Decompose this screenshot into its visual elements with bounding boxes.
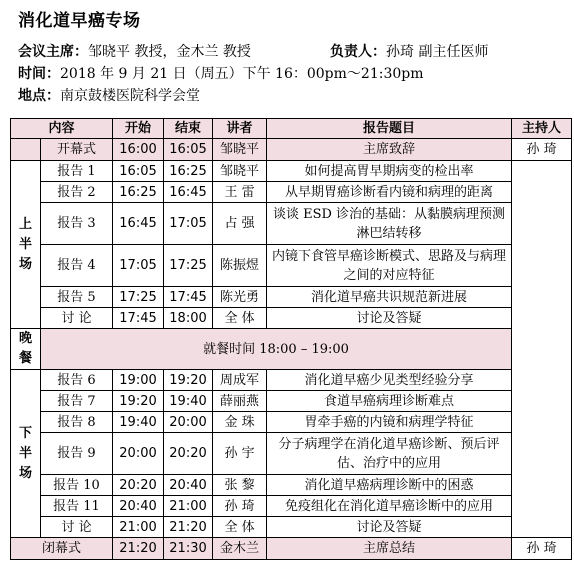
row-start: 17:05	[113, 245, 164, 287]
chair-line	[18, 42, 489, 62]
row-speaker: 孙 琦	[213, 496, 267, 517]
row-item: 报告 2	[41, 182, 113, 203]
row-end: 17:25	[164, 245, 213, 287]
row-topic: 胃牵手癌的内镜和病理学特征	[267, 412, 512, 433]
time-value: 2018 年 9 月 21 日（周五）下午 16：00pm～21:30pm	[60, 66, 424, 82]
schedule-table	[10, 118, 572, 560]
table-row	[11, 182, 572, 203]
row-topic: 如何提高胃早期病变的检出率	[267, 161, 512, 182]
table-row	[11, 287, 572, 308]
row-end: 17:45	[164, 287, 213, 308]
row-item: 讨 论	[41, 308, 113, 329]
row-item: 报告 3	[41, 203, 113, 245]
row-item: 报告 11	[41, 496, 113, 517]
row-end: 16:45	[164, 182, 213, 203]
header-host: 主持人	[512, 119, 572, 139]
row-topic: 消化道早癌病理诊断中的困惑	[267, 475, 512, 496]
first-half-label: 上 半 场	[11, 161, 41, 329]
opening-speaker: 邹晓平	[213, 139, 267, 161]
row-end: 19:20	[164, 370, 213, 391]
row-end: 17:05	[164, 203, 213, 245]
row-item: 报告 9	[41, 433, 113, 475]
row-start: 19:00	[113, 370, 164, 391]
place-label: 地点：	[18, 88, 60, 104]
header-topic: 报告题目	[267, 119, 512, 139]
row-item: 报告 1	[41, 161, 113, 182]
row-start: 17:25	[113, 287, 164, 308]
row-speaker: 陈振煜	[213, 245, 267, 287]
dinner-label: 晚 餐	[11, 329, 41, 370]
table-row	[11, 161, 572, 182]
row-speaker: 王 雷	[213, 182, 267, 203]
table-row	[11, 517, 572, 538]
row-end: 20:20	[164, 433, 213, 475]
responsible-block	[330, 42, 488, 62]
row-start: 16:45	[113, 203, 164, 245]
row-item: 报告 6	[41, 370, 113, 391]
place-value: 南京鼓楼医院科学会堂	[60, 88, 200, 104]
row-start: 16:05	[113, 161, 164, 182]
row-topic: 消化道早癌少见类型经验分享	[267, 370, 512, 391]
header-start: 开始	[113, 119, 164, 139]
row-speaker: 陈光勇	[213, 287, 267, 308]
dinner-row	[11, 329, 572, 370]
closing-host: 孙 琦	[512, 538, 572, 560]
row-topic: 讨论及答疑	[267, 517, 512, 538]
opening-item: 开幕式	[41, 139, 113, 161]
chair-value: 邹晓平 教授，金木兰 教授	[88, 44, 251, 60]
closing-speaker: 金木兰	[213, 538, 267, 560]
row-topic: 内镜下食管早癌诊断模式、思路及与病理之间的对应特征	[267, 245, 512, 287]
row-topic: 免疫组化在消化道早癌诊断中的应用	[267, 496, 512, 517]
time-line	[18, 64, 424, 84]
opening-topic: 主席致辞	[267, 139, 512, 161]
host-cell-empty	[512, 161, 572, 538]
row-item: 报告 4	[41, 245, 113, 287]
row-end: 16:25	[164, 161, 213, 182]
row-topic: 谈谈 ESD 诊治的基础：从黏膜病理预测淋巴结转移	[267, 203, 512, 245]
table-row	[11, 433, 572, 475]
closing-start: 21:20	[113, 538, 164, 560]
row-topic: 讨论及答疑	[267, 308, 512, 329]
table-row	[11, 245, 572, 287]
table-row	[11, 370, 572, 391]
header-content: 内容	[11, 119, 113, 139]
row-speaker: 张 黎	[213, 475, 267, 496]
row-topic: 分子病理学在消化道早癌诊断、预后评估、治疗中的应用	[267, 433, 512, 475]
closing-topic: 主席总结	[267, 538, 512, 560]
row-end: 18:00	[164, 308, 213, 329]
opening-start: 16:00	[113, 139, 164, 161]
place-line	[18, 86, 200, 106]
row-speaker: 金 珠	[213, 412, 267, 433]
row-start: 17:45	[113, 308, 164, 329]
row-item: 报告 10	[41, 475, 113, 496]
opening-row	[11, 139, 572, 161]
row-speaker: 全 体	[213, 308, 267, 329]
row-topic: 从早期胃癌诊断看内镜和病理的距离	[267, 182, 512, 203]
dinner-text: 就餐时间 18:00 – 19:00	[41, 329, 512, 370]
header-speaker: 讲者	[213, 119, 267, 139]
table-row	[11, 308, 572, 329]
row-speaker: 孙 宇	[213, 433, 267, 475]
closing-row	[11, 538, 572, 560]
header-end: 结束	[164, 119, 213, 139]
row-end: 20:40	[164, 475, 213, 496]
row-start: 19:20	[113, 391, 164, 412]
row-start: 20:20	[113, 475, 164, 496]
row-item: 讨 论	[41, 517, 113, 538]
row-end: 20:00	[164, 412, 213, 433]
row-speaker: 占 强	[213, 203, 267, 245]
closing-end: 21:30	[164, 538, 213, 560]
row-end: 21:20	[164, 517, 213, 538]
opening-end: 16:05	[164, 139, 213, 161]
table-row	[11, 412, 572, 433]
row-start: 20:00	[113, 433, 164, 475]
table-row	[11, 391, 572, 412]
opening-host: 孙 琦	[512, 139, 572, 161]
row-speaker: 周成军	[213, 370, 267, 391]
row-topic: 消化道早癌共识规范新进展	[267, 287, 512, 308]
table-row	[11, 475, 572, 496]
table-row	[11, 496, 572, 517]
time-label: 时间：	[18, 66, 60, 82]
row-speaker: 邹晓平	[213, 161, 267, 182]
row-start: 20:40	[113, 496, 164, 517]
row-start: 16:25	[113, 182, 164, 203]
row-start: 19:40	[113, 412, 164, 433]
page-title: 消化道早癌专场	[18, 11, 141, 31]
resp-value: 孙琦 副主任医师	[386, 44, 489, 60]
row-start: 21:00	[113, 517, 164, 538]
second-half-label: 下 半 场	[11, 370, 41, 538]
resp-label: 负责人：	[330, 44, 386, 60]
header-row	[11, 119, 572, 139]
closing-item: 闭幕式	[11, 538, 113, 560]
chair-label: 会议主席：	[18, 44, 88, 60]
row-end: 21:00	[164, 496, 213, 517]
row-item: 报告 8	[41, 412, 113, 433]
row-topic: 食道早癌病理诊断难点	[267, 391, 512, 412]
row-item: 报告 5	[41, 287, 113, 308]
row-speaker: 全 体	[213, 517, 267, 538]
row-speaker: 薛丽燕	[213, 391, 267, 412]
table-row	[11, 203, 572, 245]
row-item: 报告 7	[41, 391, 113, 412]
row-end: 19:40	[164, 391, 213, 412]
